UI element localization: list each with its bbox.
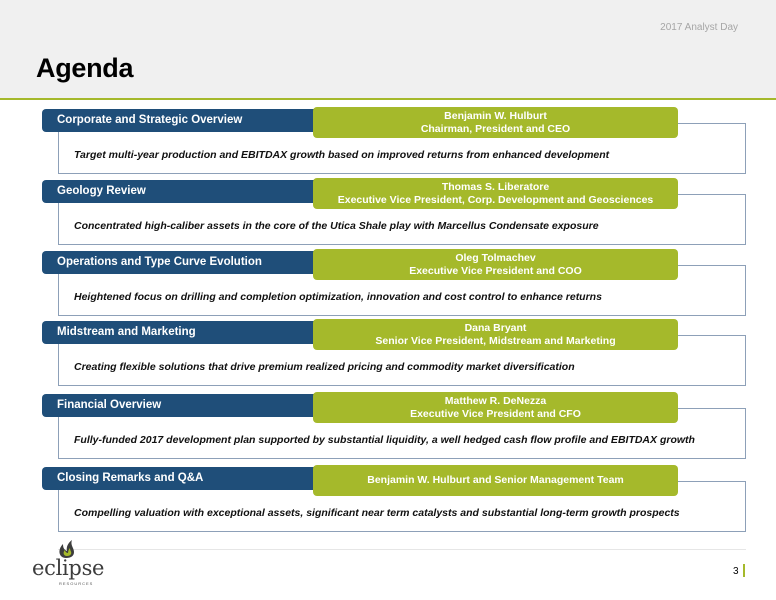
presenter-badge bbox=[313, 178, 678, 209]
agenda-topic: Financial Overview bbox=[42, 394, 328, 417]
agenda-item-financial bbox=[0, 392, 776, 460]
agenda-description: Heightened focus on drilling and completion optimization, innovation and cost control to enhance returns bbox=[74, 291, 602, 303]
presenter-name: Matthew R. DeNezza bbox=[444, 394, 547, 407]
agenda-topic: Operations and Type Curve Evolution bbox=[42, 251, 328, 274]
presenter-title: Executive Vice President and CFO bbox=[410, 407, 581, 420]
logo-wordmark: eclipse bbox=[32, 556, 105, 580]
presenter-name: Oleg Tolmachev bbox=[455, 251, 536, 264]
footer-divider bbox=[58, 549, 746, 550]
presenter-name: Benjamin W. Hulburt bbox=[444, 109, 547, 122]
agenda-item-corporate-overview bbox=[0, 107, 776, 175]
presenter-badge bbox=[313, 465, 678, 496]
page-number: 3 bbox=[733, 566, 739, 577]
page-number-accent bbox=[743, 564, 745, 577]
agenda-description: Concentrated high-caliber assets in the core of the Utica Shale play with Marcellus Condensate exposure bbox=[74, 220, 599, 232]
presenter-badge bbox=[313, 392, 678, 423]
company-logo bbox=[32, 538, 106, 588]
logo-subtext: RESOURCES bbox=[59, 581, 94, 586]
agenda-item-closing bbox=[0, 465, 776, 533]
presenter-name: Benjamin W. Hulburt and Senior Management Team bbox=[367, 474, 624, 486]
agenda-topic: Corporate and Strategic Overview bbox=[42, 109, 328, 132]
agenda-topic: Midstream and Marketing bbox=[42, 321, 328, 344]
agenda-item-midstream bbox=[0, 319, 776, 387]
presenter-name: Thomas S. Liberatore bbox=[441, 180, 550, 193]
presenter-name: Dana Bryant bbox=[464, 321, 527, 334]
event-label: 2017 Analyst Day bbox=[660, 22, 738, 33]
agenda-topic: Geology Review bbox=[42, 180, 328, 203]
agenda-item-operations bbox=[0, 249, 776, 317]
presenter-title: Executive Vice President, Corp. Development and Geosciences bbox=[337, 193, 654, 206]
presenter-title: Executive Vice President and COO bbox=[409, 264, 582, 277]
agenda-description: Compelling valuation with exceptional assets, significant near term catalysts and substantial long-term growth prospects bbox=[74, 507, 680, 519]
presenter-badge bbox=[313, 249, 678, 280]
agenda-description: Fully-funded 2017 development plan supported by substantial liquidity, a well hedged cash flow profile and EBITDAX growth bbox=[74, 434, 695, 446]
header-divider bbox=[0, 98, 776, 100]
page-title: Agenda bbox=[36, 53, 134, 83]
agenda-description: Target multi-year production and EBITDAX growth based on improved returns from enhanced development bbox=[74, 149, 610, 161]
agenda-item-geology-review bbox=[0, 178, 776, 246]
presenter-badge bbox=[313, 319, 678, 350]
agenda-topic: Closing Remarks and Q&A bbox=[42, 467, 328, 490]
presenter-title: Senior Vice President, Midstream and Marketing bbox=[375, 334, 616, 347]
agenda-description: Creating flexible solutions that drive premium realized pricing and commodity market diversification bbox=[74, 361, 575, 373]
presenter-badge bbox=[313, 107, 678, 138]
presenter-title: Chairman, President and CEO bbox=[420, 122, 571, 135]
